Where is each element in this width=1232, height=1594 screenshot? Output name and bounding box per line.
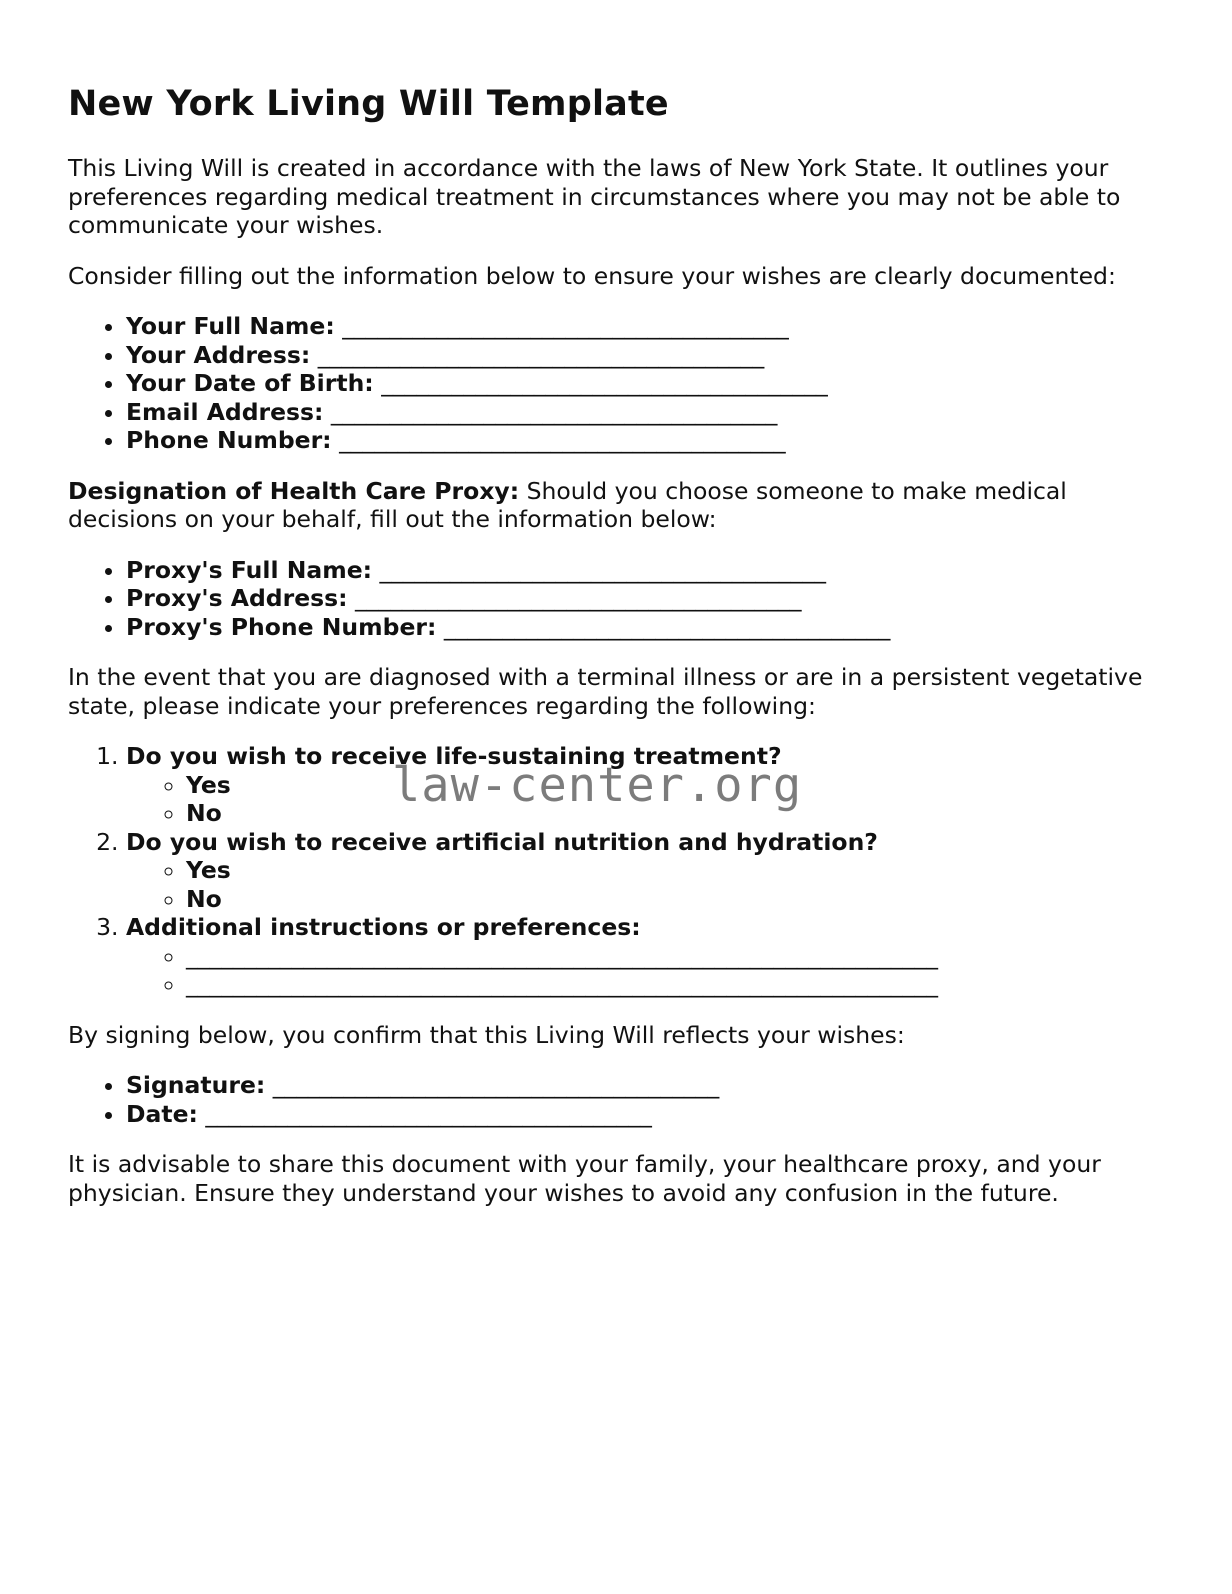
personal-info-list [68, 312, 1168, 455]
event-paragraph: In the event that you are diagnosed with a terminal illness or are in a persistent vegetative state, please indicate your preferences regarding the following: [68, 663, 1143, 720]
question-nutrition-hydration: Do you wish to receive artificial nutrition and hydration? [126, 827, 878, 856]
proxy-phone-blank[interactable]: ______________________________________ [443, 612, 891, 641]
field-label-date-of-birth: Your Date of Birth: [126, 369, 374, 397]
proxy-address-blank[interactable]: ______________________________________ [355, 584, 802, 612]
instruction-lines [126, 942, 1168, 999]
instruction-line-blank[interactable]: ◦ ________________________________________________________________ [186, 942, 1168, 971]
preferences-list [68, 742, 1168, 999]
list-item [126, 426, 1168, 455]
question-life-sustaining: Do you wish to receive life-sustaining treatment? [126, 742, 782, 770]
options-list [126, 856, 1168, 913]
field-label-signature: Signature: [126, 1071, 266, 1099]
date-of-birth-blank[interactable]: ______________________________________ [381, 369, 828, 397]
address-blank[interactable]: ______________________________________ [317, 340, 765, 369]
phone-blank[interactable]: ______________________________________ [339, 426, 786, 454]
proxy-heading: Designation of Health Care Proxy: [68, 476, 520, 505]
page-title: New York Living Will Template [68, 84, 669, 124]
closing-paragraph: It is advisable to share this document with your family, your healthcare proxy, and your physician. Ensure they understand your wishes to avoid any confusion in the future. [68, 1150, 1101, 1207]
field-label-email: Email Address: [126, 397, 324, 426]
list-item [126, 584, 1168, 613]
list-item [126, 556, 1168, 585]
full-name-blank[interactable]: ______________________________________ [342, 312, 789, 340]
question-item [126, 742, 1168, 828]
proxy-info-list [68, 556, 1168, 642]
signing-paragraph: By signing below, you confirm that this Living Will reflects your wishes: [68, 1020, 905, 1049]
question-item [126, 828, 1168, 914]
list-item [126, 1100, 1168, 1129]
field-label-proxy-name: Proxy's Full Name: [126, 555, 373, 584]
option-yes[interactable]: ◦ Yes [186, 771, 1168, 800]
option-no[interactable]: ◦ No [186, 885, 1168, 914]
consider-paragraph: Consider filling out the information below to ensure your wishes are clearly documented: [68, 261, 1116, 290]
field-label-proxy-phone: Proxy's Phone Number: [126, 612, 437, 641]
option-no[interactable]: ◦ No [186, 799, 1168, 828]
field-label-date: Date: [126, 1099, 198, 1128]
list-item [126, 341, 1168, 370]
date-blank[interactable]: ______________________________________ [205, 1099, 652, 1128]
email-blank[interactable]: ______________________________________ [330, 397, 778, 426]
signature-list [68, 1071, 1168, 1128]
list-item [126, 312, 1168, 341]
proxy-description: Should you choose someone to make medical decisions on your behalf, fill out the information below: [68, 476, 1067, 533]
field-label-address: Your Address: [126, 340, 311, 369]
intro-paragraph: This Living Will is created in accordance with the laws of New York State. It outlines your preferences regarding medical treatment in circumstances where you may not be able to communicate your wishes. [68, 154, 1121, 239]
list-item [126, 613, 1168, 642]
list-item [126, 369, 1168, 398]
proxy-name-blank[interactable]: ______________________________________ [379, 555, 827, 584]
signature-blank[interactable]: ______________________________________ [272, 1071, 720, 1099]
field-label-full-name: Your Full Name: [126, 312, 335, 340]
document-page [68, 80, 1168, 1229]
field-label-phone: Phone Number: [126, 426, 332, 454]
proxy-paragraph [68, 477, 1168, 534]
options-list [126, 771, 1168, 828]
list-item [126, 398, 1168, 427]
list-item [126, 1071, 1168, 1100]
field-label-proxy-address: Proxy's Address: [126, 584, 348, 612]
question-additional-instructions: Additional instructions or preferences: [126, 913, 641, 941]
option-yes[interactable]: ◦ Yes [186, 856, 1168, 885]
watermark: law-center.org [392, 758, 803, 813]
instruction-line-blank[interactable]: ◦ ________________________________________________________________ [186, 970, 1168, 999]
question-item [126, 913, 1168, 999]
